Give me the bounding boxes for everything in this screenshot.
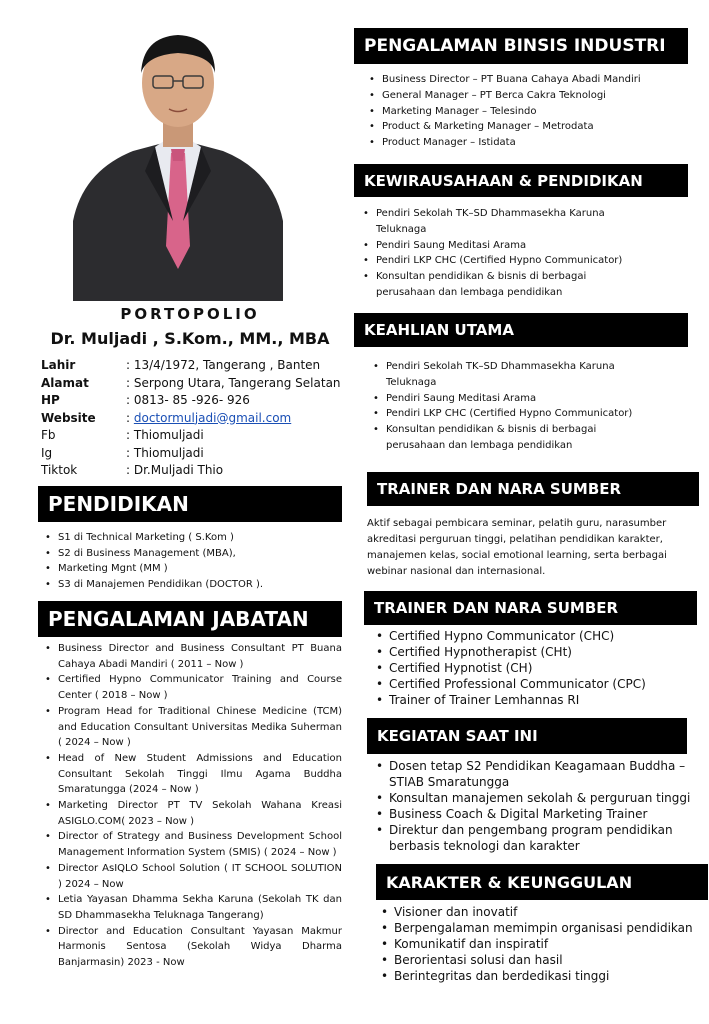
info-row-address	[41, 375, 341, 393]
colon: :	[126, 410, 134, 425]
list-item: • Product Manager – Istidata	[366, 135, 686, 151]
certifications-list	[373, 628, 693, 708]
list-item: • Pendiri Sekolah TK–SD Dhammasekha Karuna Teluknaga	[360, 206, 635, 238]
list-item: • Berorientasi solusi dan hasil	[378, 952, 698, 968]
list-item: • Director and Education Consultant Yayasan Makmur Harmonis Sentosa (Sekolah Widya Dharma Banjarmasin) 2023 - Now	[42, 924, 342, 971]
section-header-jabatan: PENGALAMAN JABATAN	[38, 601, 342, 637]
section-header-pendidikan: PENDIDIKAN	[38, 486, 342, 522]
list-item: • Certified Hypno Communicator Training and Course Center ( 2018 – Now )	[42, 672, 342, 703]
list-item: • Business Coach & Digital Marketing Trainer	[373, 806, 691, 822]
info-label: Ig	[41, 445, 53, 460]
list-item: • Pendiri Saung Meditasi Arama	[360, 238, 635, 254]
info-row-instagram	[41, 445, 341, 463]
list-item: • Dosen tetap S2 Pendidikan Keagamaan Buddha – STIAB Smaratungga	[373, 758, 691, 790]
list-item: • Business Director and Business Consultant PT Buana Cahaya Abadi Mandiri ( 2011 – Now )	[42, 641, 342, 672]
info-value: : Serpong Utara, Tangerang Selatan	[126, 375, 341, 390]
kewirausahaan-list	[360, 206, 635, 301]
pendidikan-list	[42, 530, 342, 592]
list-item: • Pendiri LKP CHC (Certified Hypno Communicator)	[370, 406, 645, 422]
portfolio-heading: PORTOPOLIO	[120, 305, 260, 323]
info-value: : Dr.Muljadi Thio	[126, 463, 224, 477]
profile-photo	[73, 21, 283, 301]
info-label: Alamat	[41, 375, 89, 390]
list-item: • Konsultan manajemen sekolah & perguruan tinggi	[373, 790, 691, 806]
info-value	[126, 410, 291, 428]
list-item: • Berpengalaman memimpin organisasi pendidikan	[378, 920, 698, 936]
list-item: • Certified Hypnotherapist (CHt)	[373, 644, 693, 660]
list-item: • S1 di Technical Marketing ( S.Kom )	[42, 530, 342, 546]
list-item: • Letia Yayasan Dhamma Sekha Karuna (Sekolah TK dan SD Dhammasekha Teluknaga Tangerang)	[42, 892, 342, 923]
jabatan-list	[42, 641, 342, 971]
info-value: : 0813- 85 -926- 926	[126, 393, 250, 407]
list-item: • Pendiri Sekolah TK–SD Dhammasekha Karuna Teluknaga	[370, 359, 645, 391]
section-header-trainer-certifications: TRAINER DAN NARA SUMBER	[364, 591, 697, 625]
section-header-keahlian: KEAHLIAN UTAMA	[354, 313, 688, 347]
section-header-kegiatan: KEGIATAN SAAT INI	[367, 718, 687, 754]
list-item: • Konsultan pendidikan & bisnis di berbagai perusahaan dan lembaga pendidikan	[370, 422, 645, 454]
info-label: Tiktok	[41, 463, 78, 477]
section-header-trainer: TRAINER DAN NARA SUMBER	[367, 472, 699, 506]
list-item: • Konsultan pendidikan & bisnis di berbagai perusahaan dan lembaga pendidikan	[360, 269, 635, 301]
list-item: • S2 di Business Management (MBA),	[42, 546, 342, 562]
keahlian-list	[370, 359, 645, 454]
list-item: • Visioner dan inovatif	[378, 904, 698, 920]
list-item: • Marketing Manager – Telesindo	[366, 104, 686, 120]
list-item: • Program Head for Traditional Chinese Medicine (TCM) and Education Consultant Universitas Medika Suherman ( 2024 – Now )	[42, 704, 342, 751]
info-row-birth	[41, 357, 341, 375]
info-value: : Thiomuljadi	[126, 445, 204, 460]
list-item: • Certified Hypnotist (CH)	[373, 660, 693, 676]
info-value: : Thiomuljadi	[126, 428, 204, 442]
list-item: • Director of Strategy and Business Development School Management Information System (SMIS) ( 2024 – Now )	[42, 829, 342, 860]
list-item: • General Manager – PT Berca Cakra Teknologi	[366, 88, 686, 104]
list-item: • Komunikatif dan inspiratif	[378, 936, 698, 952]
list-item: • Pendiri LKP CHC (Certified Hypno Communicator)	[360, 253, 635, 269]
karakter-list	[378, 904, 698, 984]
section-header-kewirausahaan: KEWIRAUSAHAAN & PENDIDIKAN	[354, 164, 688, 197]
list-item: • Marketing Mgnt (MM )	[42, 561, 342, 577]
info-row-phone	[41, 392, 341, 410]
list-item: • Business Director – PT Buana Cahaya Abadi Mandiri	[366, 72, 686, 88]
section-header-karakter: KARAKTER & KEUNGGULAN	[376, 864, 708, 900]
list-item: • S3 di Manajemen Pendidikan (DOCTOR ).	[42, 577, 342, 593]
kegiatan-list	[373, 758, 691, 854]
list-item: • Certified Professional Communicator (CPC)	[373, 676, 693, 692]
info-label: Fb	[41, 428, 56, 442]
list-item: • Berintegritas dan berdedikasi tinggi	[378, 968, 698, 984]
info-label: Website	[41, 410, 96, 425]
person-name: Dr. Muljadi , S.Kom., MM., MBA	[50, 329, 330, 348]
list-item: • Certified Hypno Communicator (CHC)	[373, 628, 693, 644]
list-item: • Marketing Director PT TV Sekolah Wahana Kreasi ASIGLO.COM( 2023 – Now )	[42, 798, 342, 829]
list-item: • Director AsIQLO School Solution ( IT SCHOOL SOLUTION ) 2024 – Now	[42, 861, 342, 892]
email-link[interactable]: doctormuljadi@gmail.com	[133, 410, 292, 425]
section-header-binsis: PENGALAMAN BINSIS INDUSTRI	[354, 28, 688, 64]
list-item: • Direktur dan pengembang program pendidikan berbasis teknologi dan karakter	[373, 822, 691, 854]
list-item: • Pendiri Saung Meditasi Arama	[370, 391, 645, 407]
binsis-list	[366, 72, 686, 151]
info-row-website	[41, 410, 341, 428]
info-row-tiktok	[41, 462, 341, 480]
info-label: Lahir	[41, 358, 76, 372]
list-item: • Head of New Student Admissions and Education Consultant Sekolah Tinggi Ilmu Agama Buddha Smaratungga (2024 – Now )	[42, 751, 342, 798]
list-item: • Product & Marketing Manager – Metrodata	[366, 119, 686, 135]
info-label: HP	[41, 393, 60, 407]
info-value: : 13/4/1972, Tangerang , Banten	[126, 358, 321, 372]
list-item: • Trainer of Trainer Lemhannas RI	[373, 692, 693, 708]
personal-info	[41, 357, 341, 480]
trainer-description: Aktif sebagai pembicara seminar, pelatih guru, narasumber akreditasi perguruan tinggi, pelatihan pendidikan karakter, manajemen kelas, social emotional learning, serta berbagai webinar nasional dan internasional.	[367, 518, 667, 577]
info-row-facebook	[41, 427, 341, 445]
